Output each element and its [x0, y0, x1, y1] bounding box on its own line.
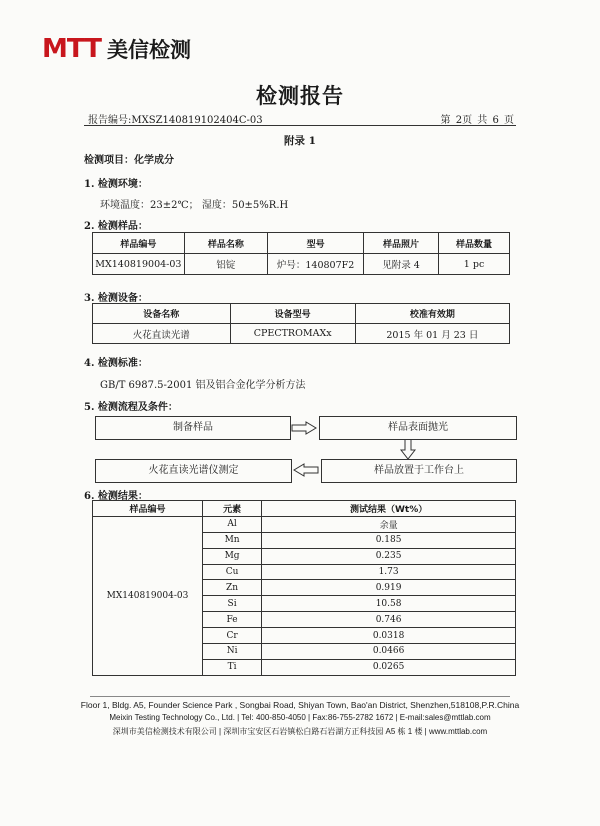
page-info: 第 2页 共 6 页 [440, 115, 514, 126]
table-cell: 炉号：140807F2 [268, 254, 364, 275]
section-process: 5. 检测流程及条件： [84, 402, 178, 413]
section-environment: 1. 检测环境： [84, 179, 148, 190]
col-header: 设备名称 [93, 304, 231, 324]
appendix-title: 附录 1 [284, 135, 316, 147]
footer-address: Floor 1, Bldg. A5, Founder Science Park , Songbai Road, Shiyan Town, Bao'an District, Shenzhen,518108,P.R.China [80, 700, 520, 710]
flow-step-polish-surface: 样品表面抛光 [319, 416, 517, 440]
col-header: 元素 [202, 501, 261, 517]
result-value-cell: 0.746 [262, 612, 516, 628]
result-value-cell: 10.58 [262, 596, 516, 612]
table-cell: 火花直读光谱 [93, 324, 231, 344]
footer-company-cn: 深圳市美信检测技术有限公司 | 深圳市宝安区石岩镇松白路石岩湖方正科技园 A5 栋 1 楼 | www.mttlab.com [112, 727, 488, 736]
section-sample: 2. 检测样品： [84, 221, 148, 232]
environment-text: 环境温度：23±2℃； 湿度：50±5%R.H [100, 200, 289, 211]
result-value-cell: 0.235 [262, 548, 516, 564]
result-value-cell: 0.919 [262, 580, 516, 596]
col-header: 设备型号 [230, 304, 355, 324]
element-cell: Al [202, 516, 261, 532]
report-number: 报告编号:MXSZ140819102404C-03 [88, 115, 263, 126]
section-standard: 4. 检测标准： [84, 358, 148, 369]
section-results: 6. 检测结果： [84, 491, 148, 502]
result-value-cell: 0.0265 [262, 659, 516, 675]
arrow-left-icon [294, 464, 318, 476]
sample-id-cell: MX140819004-03 [93, 516, 203, 675]
footer-contact: Meixin Testing Technology Co., Ltd. | Tel: 400-850-4050 | Fax:86-755-2782 1672 | E-mail:sales@mttlab.com [109, 713, 491, 722]
element-cell: Zn [202, 580, 261, 596]
col-header: 样品编号 [93, 233, 185, 254]
element-cell: Mg [202, 548, 261, 564]
test-item: 检测项目：化学成分 [84, 155, 174, 166]
col-header: 测试结果（Wt%） [262, 501, 516, 517]
element-cell: Cu [202, 564, 261, 580]
result-value-cell: 1.73 [262, 564, 516, 580]
col-header: 型号 [268, 233, 364, 254]
element-cell: Si [202, 596, 261, 612]
flow-step-place-on-stage: 样品放置于工作台上 [321, 459, 517, 483]
table-cell: 1 pc [439, 254, 510, 275]
table-row [93, 516, 516, 532]
result-value-cell: 余量 [262, 516, 516, 532]
result-value-cell: 0.0318 [262, 628, 516, 644]
flow-step-spectrometer-test: 火花直读光谱仪测定 [95, 459, 292, 483]
col-header: 样品编号 [93, 501, 203, 517]
result-value-cell: 0.0466 [262, 644, 516, 660]
footer-divider [90, 696, 510, 697]
table-cell: CPECTROMAXx [230, 324, 355, 344]
result-value-cell: 0.185 [262, 532, 516, 548]
table-cell: 2015 年 01 月 23 日 [355, 324, 509, 344]
col-header: 样品数量 [439, 233, 510, 254]
element-cell: Ni [202, 644, 261, 660]
table-header-row [93, 501, 516, 517]
arrow-down-icon [401, 439, 415, 459]
element-cell: Fe [202, 612, 261, 628]
col-header: 样品照片 [364, 233, 439, 254]
element-cell: Cr [202, 628, 261, 644]
col-header: 校准有效期 [355, 304, 509, 324]
page-title: 检测报告 [256, 83, 344, 108]
table-cell: 见附录 4 [364, 254, 439, 275]
logo-mark: MTT [42, 34, 101, 64]
results-table [92, 500, 516, 676]
table-cell: MX140819004-03 [93, 254, 185, 275]
results-body [93, 516, 516, 675]
element-cell: Mn [202, 532, 261, 548]
col-header: 样品名称 [184, 233, 267, 254]
flow-step-prepare-sample: 制备样品 [95, 416, 291, 440]
section-equipment: 3. 检测设备： [84, 293, 148, 304]
table-cell: 铝锭 [184, 254, 267, 275]
arrow-right-icon [292, 422, 316, 434]
logo-name: 美信检测 [106, 38, 191, 62]
standard-text: GB/T 6987.5-2001 铝及铝合金化学分析方法 [100, 380, 306, 391]
element-cell: Ti [202, 659, 261, 675]
